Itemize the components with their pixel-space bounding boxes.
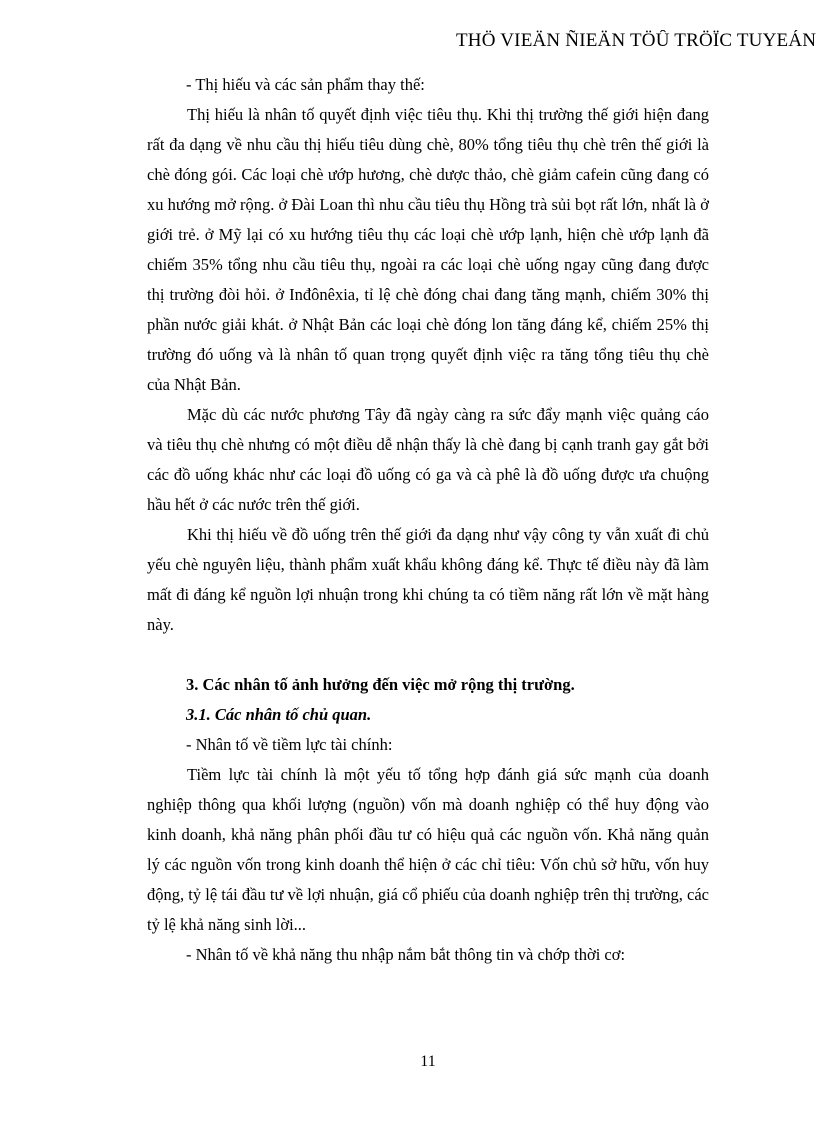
bullet-finance: - Nhân tố về tiềm lực tài chính: <box>186 735 393 754</box>
page-number: 11 <box>420 1053 436 1070</box>
paragraph-finance: Tiềm lực tài chính là một yếu tố tổng hợp đánh giá sức mạnh của doanh nghiệp thông qua khối lượng (nguồn) vốn mà doanh nghiệp có thể huy động vào kinh doanh, khả năng phân phối đầu tư có hiệu quả các nguồn vốn. Khả năng quản lý các nguồn vốn trong kinh doanh thể hiện ở các chỉ tiêu: Vốn chủ sở hữu, vốn huy động, tỷ lệ tái đầu tư về lợi nhuận, giá cổ phiếu của doanh nghiệp trên thị trường, các tỷ lệ khả năng sinh lời... <box>147 765 709 934</box>
bullet-taste: - Thị hiếu và các sản phẩm thay thế: <box>186 75 425 94</box>
paragraph-taste-3: Khi thị hiếu về đồ uống trên thế giới đa dạng như vậy công ty vẫn xuất đi chủ yếu chè nguyên liệu, thành phẩm xuất khẩu không đáng kể. Thực tế điều này đã làm mất đi đáng kể nguồn lợi nhuận trong khi chúng ta có tiềm năng rất lớn về mặt hàng này. <box>147 525 709 634</box>
paragraph-taste-1: Thị hiếu là nhân tố quyết định việc tiêu thụ. Khi thị trường thế giới hiện đang rất đa dạng về nhu cầu thị hiếu tiêu dùng chè, 80% tổng tiêu thụ chè trên thế giới là chè đóng gói. Các loại chè ướp hương, chè dược thảo, chè giảm cafein cũng đang có xu hướng mở rộng. ở Đài Loan thì nhu cầu tiêu thụ Hồng trà sủi bọt rất lớn, nhất là ở giới trẻ. ở Mỹ lại có xu hướng tiêu thụ các loại chè ướp lạnh, hiện chè ướp lạnh đã chiếm 35% tổng nhu cầu tiêu thụ, ngoài ra các loại chè uống ngay cũng đang được thị trường đòi hỏi. ở Inđônêxia, tỉ lệ chè đóng chai đang tăng mạnh, chiếm 30% thị phần nước giải khát. ở Nhật Bản các loại chè đóng lon tăng đáng kể, chiếm 25% thị trường đó uống và là nhân tố quan trọng quyết định việc ra tăng tổng tiêu thụ chè của Nhật Bản. <box>147 105 709 394</box>
section-heading-3-1: 3.1. Các nhân tố chủ quan. <box>186 705 372 724</box>
document-body <box>0 70 816 970</box>
spacer <box>0 640 816 670</box>
paragraph-taste-2: Mặc dù các nước phương Tây đã ngày càng ra sức đẩy mạnh việc quảng cáo và tiêu thụ chè nhưng có một điều dễ nhận thấy là chè đang bị cạnh tranh gay gắt bởi các đồ uống khác như các loại đồ uống có ga và cà phê là đồ uống được ưa chuộng hầu hết ở các nước trên thế giới. <box>147 405 709 514</box>
section-heading-3: 3. Các nhân tố ảnh hưởng đến việc mở rộng thị trường. <box>186 675 575 694</box>
page-header: THÖ VIEÄN ÑIEÄN TÖÛ TRÖÏC TUYEÁN <box>456 30 816 51</box>
bullet-info: - Nhân tố về khả năng thu nhập nắm bắt thông tin và chớp thời cơ: <box>186 945 626 964</box>
